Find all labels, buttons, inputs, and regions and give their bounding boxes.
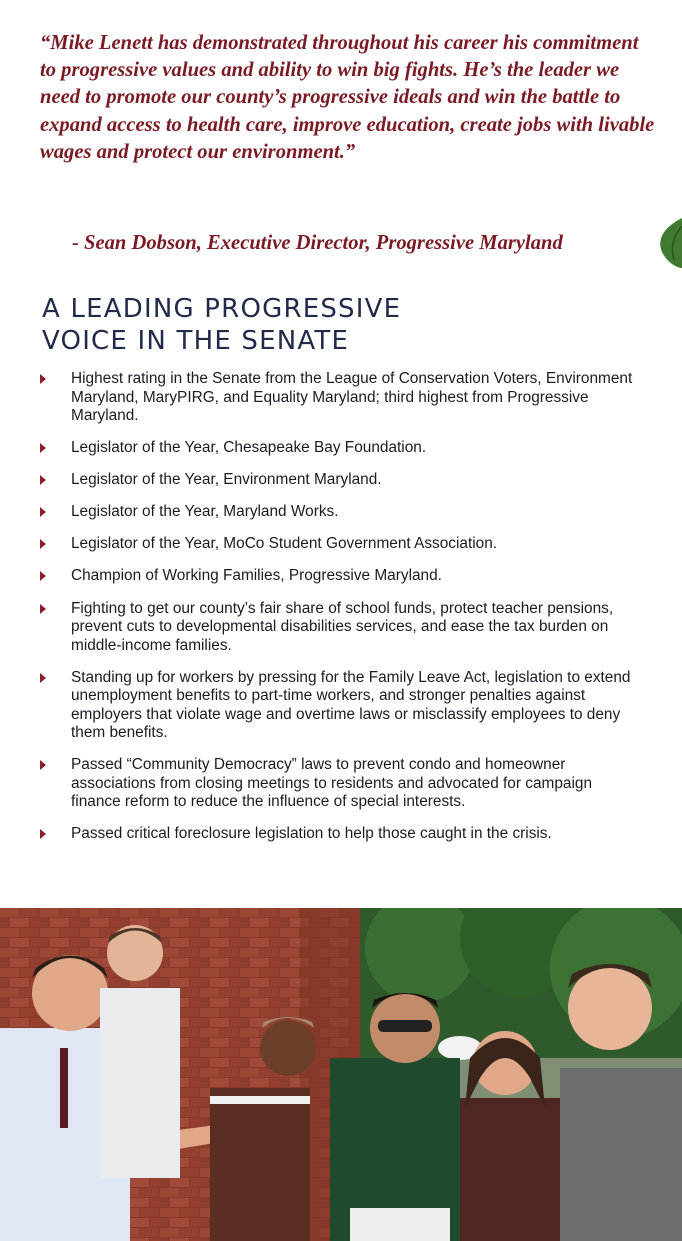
bullet-icon: [40, 571, 46, 581]
list-item: [40, 439, 645, 458]
endorsement-quote: [40, 30, 655, 166]
section-heading-line-2: VOICE IN THE SENATE: [42, 326, 350, 356]
list-item-text: Champion of Working Families, Progressive Maryland.: [71, 567, 442, 585]
list-item-text: Legislator of the Year, Chesapeake Bay Foundation.: [71, 439, 427, 457]
bullet-icon: [40, 604, 46, 614]
list-item: [40, 370, 645, 426]
group-photo: [0, 908, 682, 1241]
list-item-text: Legislator of the Year, Maryland Works.: [71, 503, 339, 521]
bullet-icon: [40, 829, 46, 839]
list-item-text: Fighting to get our county’s fair share of school funds, protect teacher pensions, prevent cuts to developmental disabilities services, and ease the tax burden on middle-income families.: [71, 599, 614, 654]
section-heading-line-1: A LEADING PROGRESSIVE: [42, 294, 402, 324]
bullet-icon: [40, 760, 46, 770]
quote-text: “Mike Lenett has demonstrated throughout his career his commitment to progressive values and ability to win big fights. He’s the leader we need to promote our county’s progressive ideals and win the battle to expand access to health care, improve education, create jobs with livable wages and protect our environment.”: [40, 32, 655, 163]
list-item-text: Legislator of the Year, MoCo Student Government Association.: [71, 535, 498, 553]
accomplishments-list: [40, 370, 645, 857]
list-item-text: Highest rating in the Senate from the League of Conservation Voters, Environment Maryland, MaryPIRG, and Equality Maryland; third highest from Progressive Maryland.: [71, 370, 633, 424]
list-item: [40, 567, 645, 586]
bullet-icon: [40, 374, 46, 384]
list-item: [40, 535, 645, 554]
leaf-icon: [652, 216, 682, 270]
bullet-icon: [40, 507, 46, 517]
list-item: [40, 600, 645, 656]
list-item: [40, 756, 645, 812]
list-item: [40, 471, 645, 490]
list-item-text: Legislator of the Year, Environment Maryland.: [71, 471, 382, 489]
bullet-icon: [40, 443, 46, 453]
bullet-icon: [40, 539, 46, 549]
list-item: [40, 669, 645, 743]
list-item: [40, 825, 645, 844]
bullet-icon: [40, 475, 46, 485]
list-item-text: Standing up for workers by pressing for the Family Leave Act, legislation to extend unemployment benefits to part-time workers, and stronger penalties against employers that violate wage and overtime laws or misclassify employees to deny them benefits.: [71, 668, 631, 742]
bullet-icon: [40, 673, 46, 683]
list-item-text: Passed “Community Democracy” laws to prevent condo and homeowner associations from closing meetings to residents and advocated for campaign finance reform to reduce the influence of special interests.: [71, 756, 592, 811]
list-item: [40, 503, 645, 522]
list-item-text: Passed critical foreclosure legislation to help those caught in the crisis.: [71, 825, 552, 843]
quote-attribution: - Sean Dobson, Executive Director, Progressive Maryland: [72, 232, 563, 254]
section-heading: [42, 293, 602, 357]
